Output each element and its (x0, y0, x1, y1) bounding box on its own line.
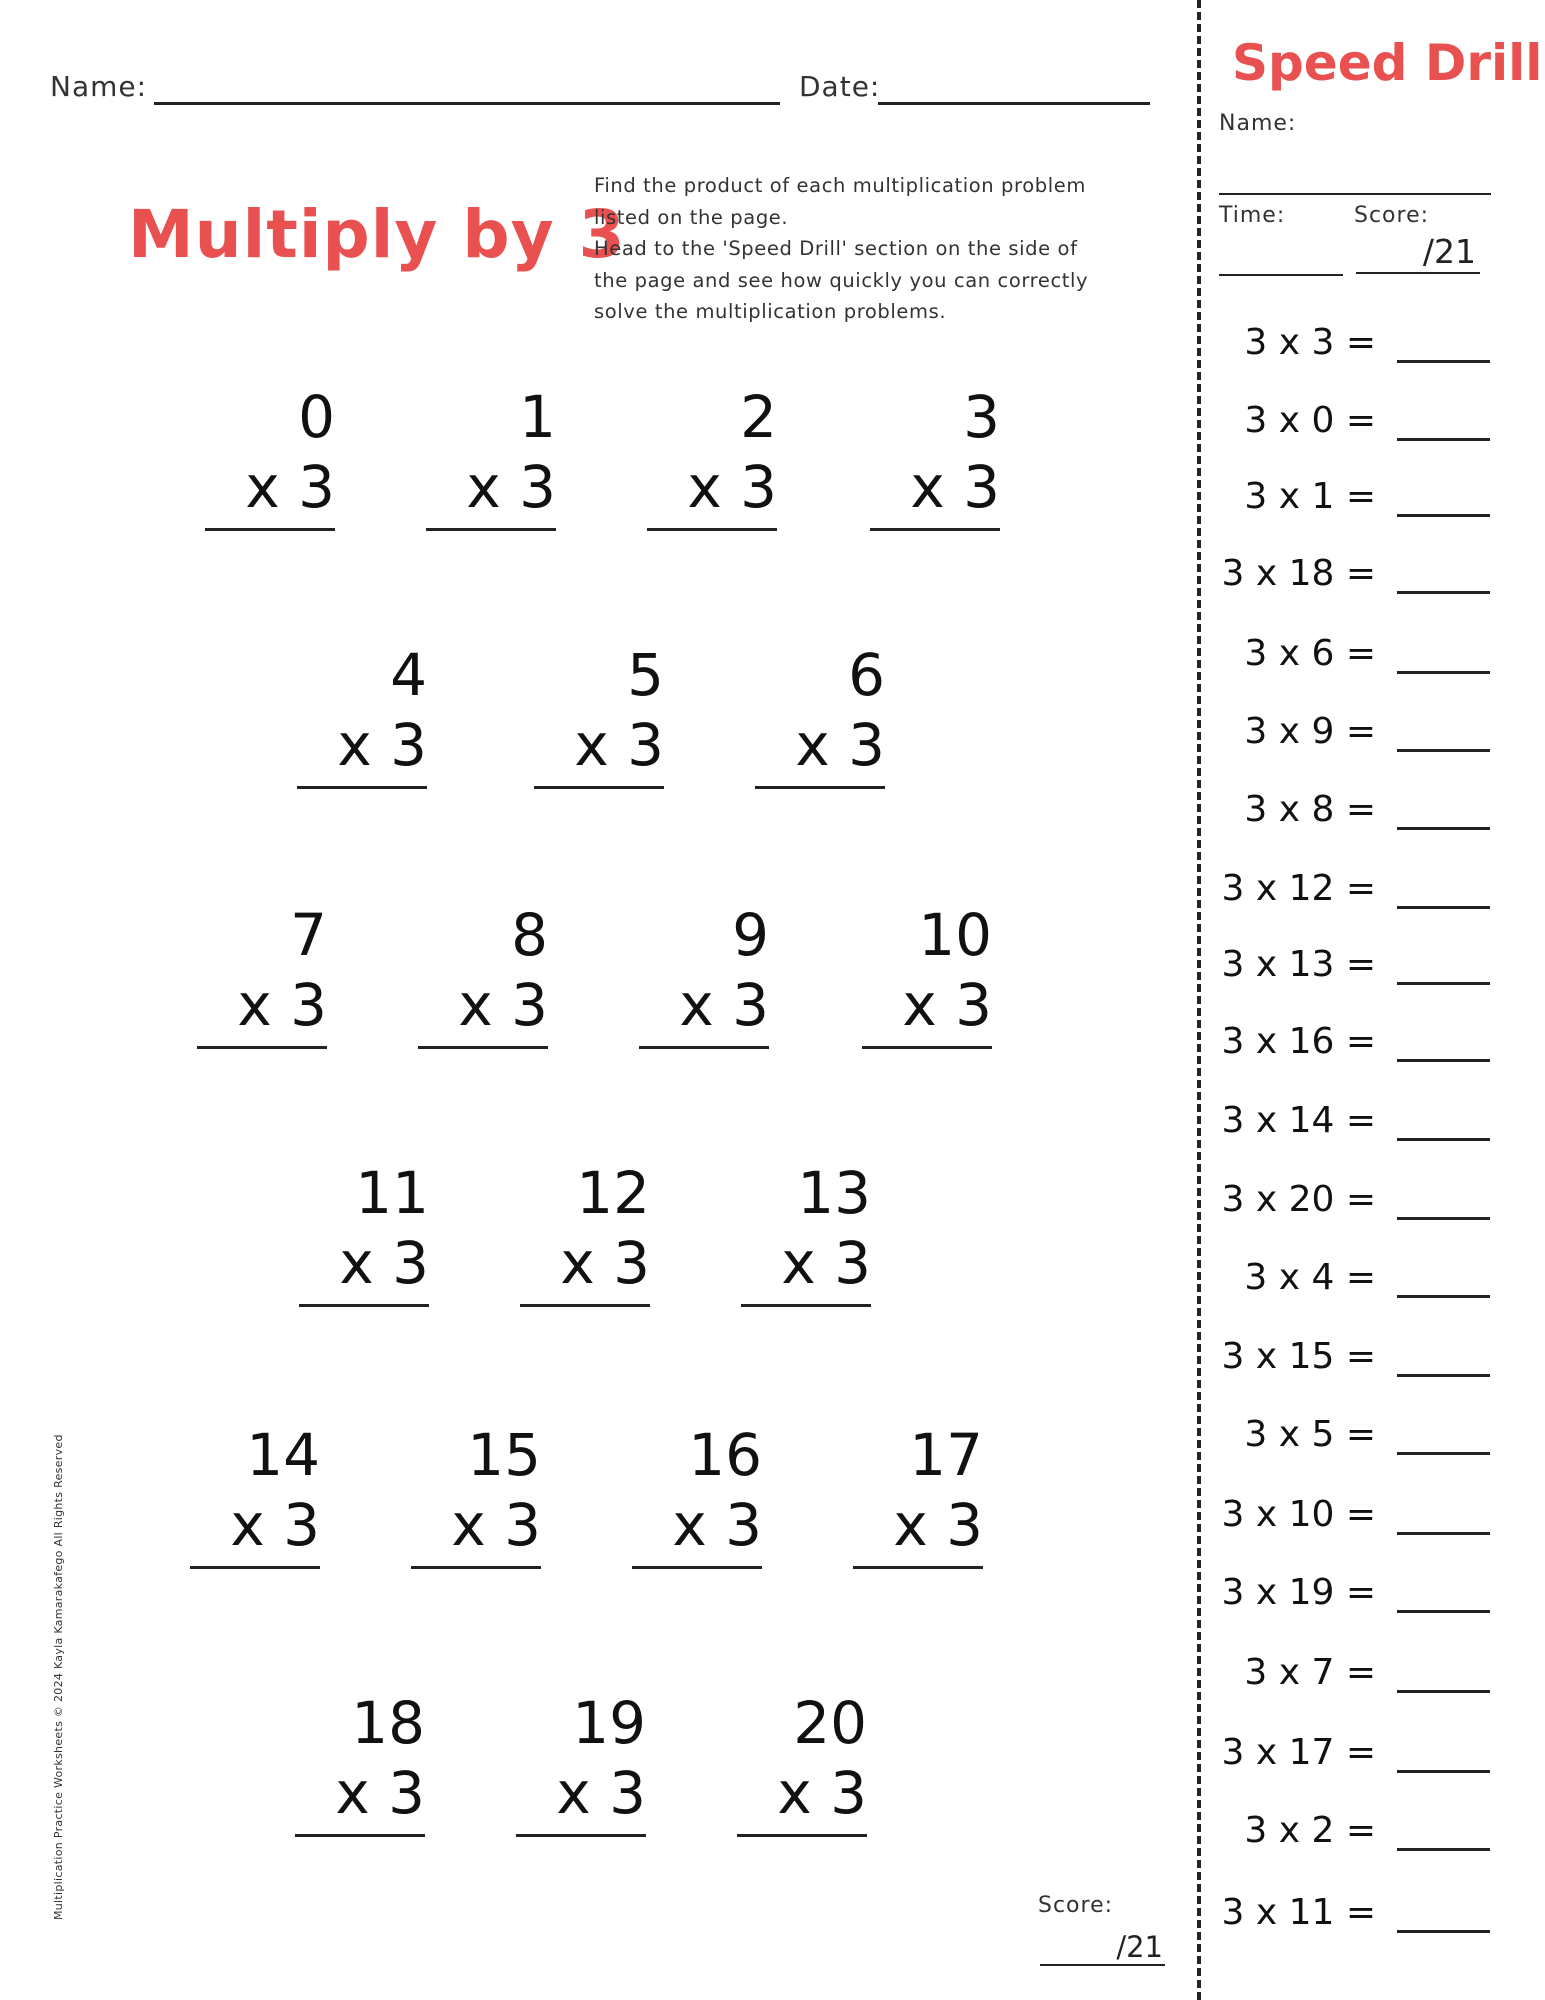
problem-card (647, 382, 777, 532)
drill-expression: 3 x 16 = (1221, 1021, 1376, 1062)
problem-card (520, 1158, 650, 1308)
page-title: Multiply by 3 (128, 196, 626, 273)
drill-problem (1221, 549, 1494, 609)
problem-multiplicand: 1 (519, 383, 556, 451)
drill-time-label: Time: (1219, 203, 1286, 228)
drill-expression: 3 x 9 = (1244, 711, 1376, 752)
problem-card (205, 382, 335, 532)
drill-answer-blank[interactable] (1397, 360, 1490, 363)
problem-multiplier: x 3 (245, 453, 335, 521)
drill-answer-blank[interactable] (1397, 906, 1490, 909)
problem-multiplicand: 16 (688, 1421, 762, 1489)
problem-multiplier: x 3 (795, 711, 885, 779)
problem-card (411, 1420, 541, 1570)
drill-expression: 3 x 2 = (1244, 1810, 1376, 1851)
drill-expression: 3 x 20 = (1221, 1179, 1376, 1220)
answer-line[interactable] (853, 1566, 983, 1569)
problem-multiplicand: 9 (732, 901, 769, 969)
problem-multiplicand: 10 (918, 901, 992, 969)
speed-drill-title: Speed Drill (1232, 34, 1543, 92)
drill-answer-blank[interactable] (1397, 438, 1490, 441)
answer-line[interactable] (299, 1304, 429, 1307)
problem-multiplicand: 13 (797, 1159, 871, 1227)
problem-multiplicand: 18 (351, 1689, 425, 1757)
problem-multiplier: x 3 (237, 971, 327, 1039)
name-label: Name: (50, 70, 148, 103)
drill-answer-blank[interactable] (1397, 827, 1490, 830)
answer-line[interactable] (516, 1834, 646, 1837)
problem-multiplicand: 15 (467, 1421, 541, 1489)
date-field[interactable] (878, 102, 1150, 105)
name-field[interactable] (154, 102, 780, 105)
drill-answer-blank[interactable] (1397, 1374, 1490, 1377)
problem-multiplicand: 6 (848, 641, 885, 709)
answer-line[interactable] (190, 1566, 320, 1569)
drill-problem (1221, 1888, 1494, 1948)
problem-multiplicand: 8 (511, 901, 548, 969)
problem-multiplier: x 3 (574, 711, 664, 779)
drill-name-field[interactable] (1219, 193, 1491, 195)
cut-line-divider (1197, 0, 1201, 2000)
answer-line[interactable] (534, 786, 664, 789)
problem-multiplier: x 3 (687, 453, 777, 521)
problem-card (853, 1420, 983, 1570)
problem-multiplier: x 3 (230, 1491, 320, 1559)
answer-line[interactable] (647, 528, 777, 531)
drill-answer-blank[interactable] (1397, 1610, 1490, 1613)
problem-multiplicand: 7 (290, 901, 327, 969)
drill-problem (1232, 396, 1494, 456)
drill-answer-blank[interactable] (1397, 1452, 1490, 1455)
problem-multiplier: x 3 (910, 453, 1000, 521)
drill-expression: 3 x 14 = (1221, 1100, 1376, 1141)
drill-answer-blank[interactable] (1397, 1295, 1490, 1298)
drill-score-field[interactable]: /21 (1356, 232, 1480, 274)
drill-problem (1232, 785, 1494, 845)
drill-expression: 3 x 8 = (1244, 789, 1376, 830)
problem-card (639, 900, 769, 1050)
instruction-line: listed on the page. (594, 205, 789, 229)
drill-expression: 3 x 18 = (1221, 553, 1376, 594)
problem-card (870, 382, 1000, 532)
drill-answer-blank[interactable] (1397, 1059, 1490, 1062)
drill-score-label: Score: (1354, 203, 1430, 228)
drill-answer-blank[interactable] (1397, 1930, 1490, 1933)
problem-multiplier: x 3 (556, 1759, 646, 1827)
drill-answer-blank[interactable] (1397, 1848, 1490, 1851)
problem-multiplicand: 2 (740, 383, 777, 451)
problem-multiplicand: 5 (627, 641, 664, 709)
drill-expression: 3 x 4 = (1244, 1257, 1376, 1298)
problem-multiplier: x 3 (560, 1229, 650, 1297)
drill-expression: 3 x 3 = (1244, 322, 1376, 363)
drill-answer-blank[interactable] (1397, 982, 1490, 985)
drill-answer-blank[interactable] (1397, 1770, 1490, 1773)
drill-expression: 3 x 11 = (1221, 1892, 1376, 1933)
problem-card (190, 1420, 320, 1570)
answer-line[interactable] (295, 1834, 425, 1837)
problem-multiplicand: 19 (572, 1689, 646, 1757)
drill-problem (1232, 472, 1494, 532)
problem-card (737, 1688, 867, 1838)
drill-expression: 3 x 19 = (1221, 1572, 1376, 1613)
drill-problem (1221, 1728, 1494, 1788)
drill-time-field[interactable] (1219, 274, 1343, 276)
drill-problem (1232, 707, 1494, 767)
problem-multiplicand: 14 (246, 1421, 320, 1489)
instruction-line: Find the product of each multiplication problem (594, 174, 1086, 197)
drill-problem (1232, 318, 1494, 378)
problem-card (297, 640, 427, 790)
problem-card (516, 1688, 646, 1838)
problem-card (755, 640, 885, 790)
problem-multiplier: x 3 (339, 1229, 429, 1297)
problem-multiplicand: 20 (793, 1689, 867, 1757)
answer-line[interactable] (411, 1566, 541, 1569)
drill-problem (1232, 1806, 1494, 1866)
drill-answer-blank[interactable] (1397, 1532, 1490, 1535)
drill-answer-blank[interactable] (1397, 1217, 1490, 1220)
problem-multiplicand: 11 (355, 1159, 429, 1227)
drill-expression: 3 x 7 = (1244, 1652, 1376, 1693)
drill-problem (1221, 1175, 1494, 1235)
problem-multiplier: x 3 (466, 453, 556, 521)
problem-multiplier: x 3 (893, 1491, 983, 1559)
problem-multiplicand: 17 (909, 1421, 983, 1489)
drill-problem (1232, 629, 1494, 689)
problem-card (426, 382, 556, 532)
problem-multiplier: x 3 (902, 971, 992, 1039)
answer-line[interactable] (741, 1304, 871, 1307)
problem-card (741, 1158, 871, 1308)
drill-expression: 3 x 15 = (1221, 1336, 1376, 1377)
drill-problem (1232, 1253, 1494, 1313)
problem-multiplier: x 3 (451, 1491, 541, 1559)
drill-problem (1232, 1410, 1494, 1470)
drill-answer-blank[interactable] (1397, 1690, 1490, 1693)
problem-multiplier: x 3 (335, 1759, 425, 1827)
drill-expression: 3 x 12 = (1221, 868, 1376, 909)
problem-card (295, 1688, 425, 1838)
problem-multiplier: x 3 (777, 1759, 867, 1827)
problem-card (299, 1158, 429, 1308)
drill-expression: 3 x 0 = (1244, 400, 1376, 441)
score-label: Score: (1038, 1893, 1114, 1918)
problem-multiplier: x 3 (337, 711, 427, 779)
problem-card (197, 900, 327, 1050)
score-field[interactable]: /21 (1040, 1930, 1165, 1966)
copyright-footer: Multiplication Practice Worksheets © 2024 Kayla Kamarakafego All Rights Reserved (52, 1434, 65, 1920)
drill-expression: 3 x 17 = (1221, 1732, 1376, 1773)
instruction-line: the page and see how quickly you can correctly (594, 268, 1089, 292)
drill-problem (1232, 1648, 1494, 1708)
answer-line[interactable] (755, 786, 885, 789)
problem-multiplicand: 12 (576, 1159, 650, 1227)
instruction-line: solve the multiplication problems. (594, 300, 947, 323)
answer-line[interactable] (197, 1046, 327, 1049)
drill-problem (1221, 1332, 1494, 1392)
drill-answer-blank[interactable] (1397, 514, 1490, 517)
problem-multiplicand: 3 (963, 383, 1000, 451)
problem-multiplicand: 4 (390, 641, 427, 709)
answer-line[interactable] (426, 528, 556, 531)
problem-multiplier: x 3 (781, 1229, 871, 1297)
drill-answer-blank[interactable] (1397, 671, 1490, 674)
drill-expression: 3 x 1 = (1244, 476, 1376, 517)
answer-line[interactable] (520, 1304, 650, 1307)
answer-line[interactable] (205, 528, 335, 531)
drill-problem (1221, 864, 1494, 924)
drill-answer-blank[interactable] (1397, 749, 1490, 752)
drill-expression: 3 x 13 = (1221, 944, 1376, 985)
drill-problem (1221, 1096, 1494, 1156)
drill-expression: 3 x 5 = (1244, 1414, 1376, 1455)
problem-multiplier: x 3 (672, 1491, 762, 1559)
problem-card (862, 900, 992, 1050)
problem-card (418, 900, 548, 1050)
problem-card (632, 1420, 762, 1570)
drill-name-label: Name: (1219, 111, 1297, 136)
drill-answer-blank[interactable] (1397, 591, 1490, 594)
problem-multiplier: x 3 (679, 971, 769, 1039)
answer-line[interactable] (632, 1566, 762, 1569)
drill-problem (1221, 940, 1494, 1000)
drill-problem (1221, 1017, 1494, 1077)
drill-problem (1221, 1490, 1494, 1550)
answer-line[interactable] (418, 1046, 548, 1049)
answer-line[interactable] (639, 1046, 769, 1049)
drill-expression: 3 x 6 = (1244, 633, 1376, 674)
instruction-line: Head to the 'Speed Drill' section on the side of (594, 237, 1078, 260)
drill-answer-blank[interactable] (1397, 1138, 1490, 1141)
problem-multiplicand: 0 (298, 383, 335, 451)
answer-line[interactable] (737, 1834, 867, 1837)
problem-multiplier: x 3 (458, 971, 548, 1039)
date-label: Date: (799, 70, 881, 103)
instructions (594, 170, 1154, 328)
answer-line[interactable] (297, 786, 427, 789)
answer-line[interactable] (862, 1046, 992, 1049)
drill-problem (1221, 1568, 1494, 1628)
drill-expression: 3 x 10 = (1221, 1494, 1376, 1535)
problem-card (534, 640, 664, 790)
answer-line[interactable] (870, 528, 1000, 531)
